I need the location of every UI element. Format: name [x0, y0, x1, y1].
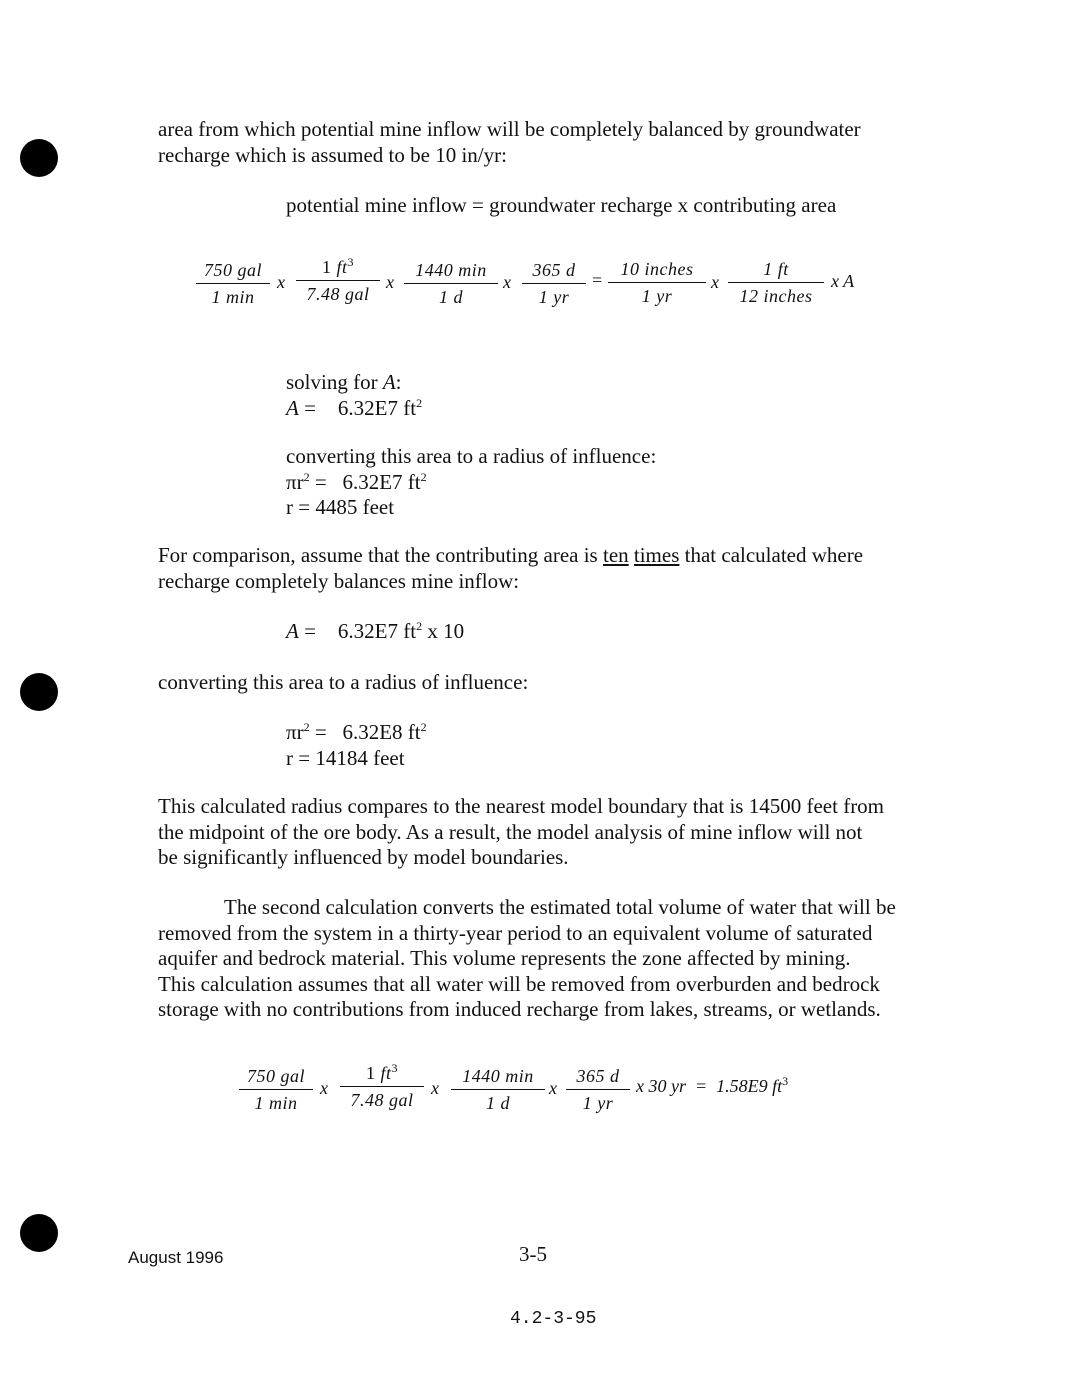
convert2-r-exponent: 2: [303, 720, 310, 734]
comparison-text-a: For comparison, assume that the contributing area is: [158, 543, 603, 567]
eq1-f4-numerator: 365 d: [532, 260, 576, 280]
eq1-tail: x A: [831, 271, 855, 291]
convert1-r-exponent: 2: [303, 469, 310, 484]
eq2-fraction-day-per-year: [566, 1066, 630, 1114]
second-line-4: This calculation assumes that all water will be removed from overburden and bedrock: [158, 971, 880, 996]
eq1-equals: =: [592, 270, 603, 290]
eq1-times-1: x: [277, 272, 285, 292]
eq2-result-unit: ft: [772, 1076, 783, 1096]
second-line-5: storage with no contributions from induced recharge from lakes, streams, or wetlands.: [158, 997, 881, 1021]
eq1-times-2: x: [386, 272, 394, 292]
solving-label: [286, 370, 422, 396]
eq1-f5-numerator: 10 inches: [620, 259, 694, 279]
convert1-area-value: = 6.32E7 ft: [309, 469, 421, 494]
convert2-area-line: [286, 720, 427, 746]
footer-document-id: 4.2-3-95: [510, 1309, 597, 1329]
eq2-fraction-gal-per-min: [239, 1066, 313, 1114]
eq2-times-1: x: [320, 1078, 328, 1098]
comparison-underlined-ten: ten: [602, 543, 629, 567]
eq2-f2-num-exponent: 3: [391, 1061, 398, 1075]
a10-variable: A: [286, 619, 299, 643]
convert2-radius-line: r = 14184 feet: [286, 745, 405, 770]
intro-paragraph: [158, 117, 861, 168]
eq2-f2-num-unit: ft: [380, 1063, 392, 1083]
eq1-f3-numerator: 1440 min: [415, 260, 487, 280]
binder-hole-bottom: [20, 1214, 58, 1252]
comparison-paragraph: [158, 543, 863, 594]
eq2-result-exponent: 3: [782, 1074, 789, 1088]
solving-colon: :: [395, 370, 402, 394]
eq1-fraction-gal-per-min: [196, 260, 270, 308]
convert2-ft-exponent: 2: [420, 720, 427, 734]
eq1-f6-denominator: 12 inches: [739, 286, 813, 306]
eq1-f2-denominator: 7.48 gal: [306, 284, 370, 304]
binder-hole-top: [20, 139, 58, 177]
equation-in-words: potential mine inflow = groundwater recharge x contributing area: [286, 193, 837, 217]
result-exponent: 2: [416, 395, 423, 410]
boundary-line-2: the midpoint of the ore body. As a result, the model analysis of mine inflow will not: [158, 819, 863, 844]
eq2-times-3: x: [549, 1078, 557, 1098]
result-equals: =: [298, 395, 316, 420]
solving-block: [286, 370, 422, 421]
eq2-f4-numerator: 365 d: [576, 1066, 620, 1086]
second-line-2: removed from the system in a thirty-year period to an equivalent volume of saturated: [158, 920, 873, 945]
comparison-text-b: that calculated where: [679, 543, 864, 567]
eq1-times-3: x: [503, 272, 511, 292]
comparison-underlined-times: times: [633, 543, 680, 567]
convert-label-2: converting this area to a radius of influence:: [158, 670, 529, 694]
convert2-area-value: = 6.32E8 ft: [309, 720, 421, 744]
eq2-f1-numerator: 750 gal: [246, 1066, 305, 1086]
eq2-f4-denominator: 1 yr: [582, 1093, 614, 1113]
boundary-line-1: This calculated radius compares to the nearest model boundary that is 14500 feet from: [158, 794, 885, 818]
footer-date: August 1996: [128, 1248, 224, 1267]
convert2-pi-r: πr: [286, 720, 304, 744]
eq1-fraction-min-per-day: [404, 260, 498, 308]
eq1-f2-num-unit: ft: [336, 257, 348, 277]
comparison-line-2: recharge completely balances mine inflow:: [158, 568, 520, 593]
convert1-radius-line: r = 4485 feet: [286, 495, 395, 519]
result-variable: A: [286, 395, 299, 420]
eq1-fraction-day-per-year: [522, 260, 586, 308]
eq2-f2-num-value: 1: [365, 1063, 381, 1083]
eq2-fraction-min-per-day: [451, 1066, 545, 1114]
second-calculation-paragraph: [158, 895, 896, 1023]
comparison-line-1: [158, 543, 863, 569]
eq1-f6-numerator: 1 ft: [763, 259, 789, 279]
result-value: 6.32E7 ft: [337, 395, 417, 420]
eq2-tail: [636, 1076, 788, 1097]
eq2-times-2: x: [431, 1078, 439, 1098]
second-line-1: The second calculation converts the estimated total volume of water that will be: [224, 895, 896, 919]
eq2-result-text: x 30 yr = 1.58E9: [636, 1076, 773, 1096]
eq1-fraction-ft3-per-gal: [296, 257, 380, 305]
eq2-f1-denominator: 1 min: [254, 1093, 298, 1113]
eq2-fraction-ft3-per-gal: [340, 1063, 424, 1111]
intro-line-1: area from which potential mine inflow will be completely balanced by groundwater: [158, 117, 861, 141]
eq1-fraction-ft-per-inches: [728, 259, 824, 307]
binder-hole-middle: [20, 673, 58, 711]
solving-label-text: solving for: [286, 370, 383, 394]
intro-line-2: recharge which is assumed to be 10 in/yr:: [158, 142, 507, 167]
boundary-line-3: be significantly influenced by model boundaries.: [158, 845, 569, 869]
eq2-f2-denominator: 7.48 gal: [350, 1090, 414, 1110]
convert1-area-line: [286, 470, 656, 496]
eq2-f3-denominator: 1 d: [486, 1093, 510, 1113]
eq1-times-4: x: [711, 272, 719, 292]
area-times-ten: [286, 619, 464, 645]
eq1-f4-denominator: 1 yr: [538, 287, 570, 307]
convert-block-1: [286, 444, 656, 521]
convert-block-2: [286, 720, 427, 771]
convert1-label: converting this area to a radius of influence:: [286, 444, 657, 468]
solving-variable: A: [382, 370, 396, 394]
eq1-f3-denominator: 1 d: [439, 287, 463, 307]
eq1-f1-numerator: 750 gal: [203, 260, 262, 280]
eq1-f5-denominator: 1 yr: [641, 286, 673, 306]
a10-equals: =: [298, 619, 316, 643]
eq1-f2-num-value: 1: [321, 257, 337, 277]
eq1-f1-denominator: 1 min: [211, 287, 255, 307]
eq1-fraction-inches-per-year: [608, 259, 706, 307]
a10-value: 6.32E7 ft: [337, 619, 417, 643]
solving-result: [286, 396, 422, 422]
eq1-f2-num-exponent: 3: [347, 255, 354, 269]
footer-page-number: 3-5: [519, 1242, 547, 1266]
convert1-pi-r: πr: [286, 469, 304, 494]
eq2-f3-numerator: 1440 min: [462, 1066, 534, 1086]
boundary-paragraph: [158, 794, 884, 871]
a10-exponent: 2: [416, 619, 423, 633]
a10-multiplier: x 10: [422, 619, 465, 643]
convert1-ft-exponent: 2: [420, 469, 427, 484]
second-line-3: aquifer and bedrock material. This volume represents the zone affected by mining.: [158, 946, 851, 970]
